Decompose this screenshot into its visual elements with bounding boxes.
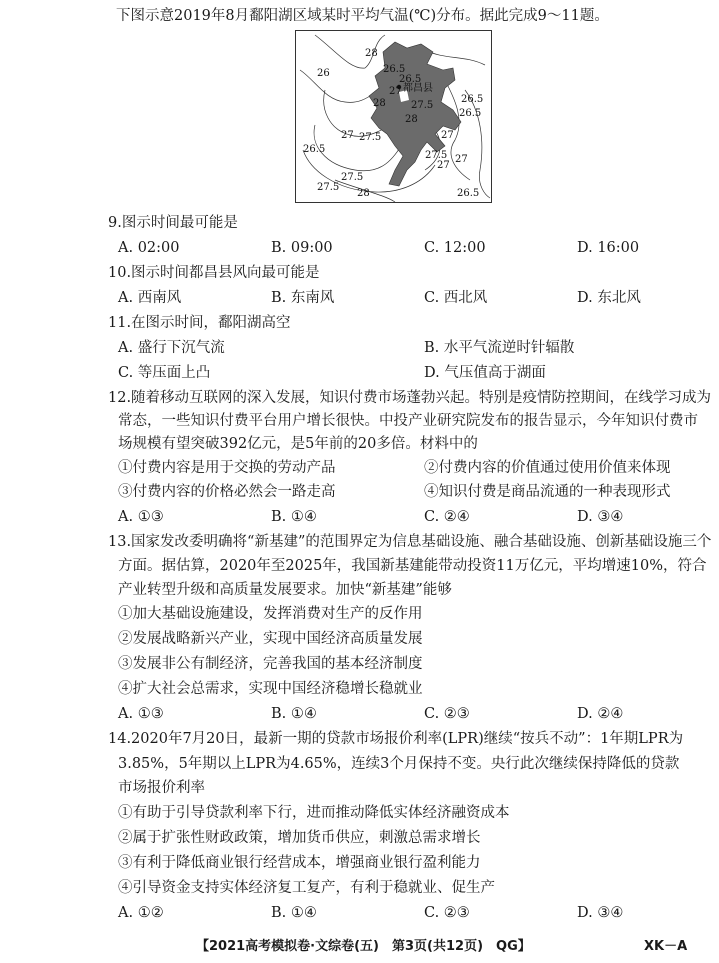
q11-stem: 11.在图示时间，鄱阳湖高空 [108,315,291,331]
q12-item-1: ①付费内容是用于交换的劳动产品 [118,460,336,476]
q13-option-c[interactable]: C. ②③ [424,706,470,722]
q10-option-d[interactable]: D. 东北风 [577,290,641,306]
q13-item-2: ②发展战略新兴产业，实现中国经济高质量发展 [118,631,423,647]
q13-stem-line-3: 产业转型升级和高质量发展要求。加快“新基建”能够 [118,582,452,598]
map-label: 27.5 [359,132,382,143]
q9-option-d[interactable]: D. 16:00 [577,240,640,256]
q12-option-d[interactable]: D. ③④ [577,509,624,525]
q12-stem-line-1: 12.随着移动互联网的深入发展，知识付费市场蓬勃兴起。特别是疫情防控期间，在线学习成为 [108,390,712,406]
map-label: 27 [455,154,468,165]
q12-item-4: ④知识付费是商品流通的一种表现形式 [424,484,671,500]
q14-stem-line-1: 14.2020年7月20日，最新一期的贷款市场报价利率(LPR)继续“按兵不动”：1年期LPR为 [108,731,684,747]
map-label: 26.5 [457,188,480,199]
map-label: 26.5 [399,74,422,85]
q9-option-b[interactable]: B. 09:00 [271,240,333,256]
map-label: 27 [341,130,354,141]
q14-option-c[interactable]: C. ②③ [424,905,470,921]
q14-option-b[interactable]: B. ①④ [271,905,317,921]
q11-option-d[interactable]: D. 气压值高于湖面 [424,365,546,381]
q9-option-c[interactable]: C. 12:00 [424,240,486,256]
intro-text: 下图示意2019年8月鄱阳湖区域某时平均气温(℃)分布。据此完成9～11题。 [116,8,609,24]
q11-option-c[interactable]: C. 等压面上凸 [118,365,211,381]
q10-option-a[interactable]: A. 西南风 [118,290,182,306]
map-label: 26.5 [461,94,484,105]
q12-item-3: ③付费内容的价格必然会一路走高 [118,484,336,500]
q13-stem-line-1: 13.国家发改委明确将“新基建”的范围界定为信息基础设施、融合基础设施、创新基础设施三个 [108,534,712,550]
q14-item-2: ②属于扩张性财政政策，增加货币供应，刺激总需求增长 [118,830,481,846]
q14-option-d[interactable]: D. ③④ [577,905,624,921]
q9-stem: 9.图示时间最可能是 [108,215,238,231]
map-label: 27.5 [411,100,434,111]
map-label: 28 [357,188,370,199]
q13-item-1: ①加大基础设施建设，发挥消费对生产的反作用 [118,606,423,622]
footer-page-info: 【2021高考模拟卷·文综卷(五) 第3页(共12页) QG】 [196,939,531,954]
temperature-map [295,30,492,203]
q10-option-c[interactable]: C. 西北风 [424,290,488,306]
q14-item-3: ③有利于降低商业银行经营成本，增强商业银行盈利能力 [118,855,481,871]
q13-option-b[interactable]: B. ①④ [271,706,317,722]
q12-stem-line-2: 常态，一些知识付费平台用户增长很快。中投产业研究院发布的报告显示，今年知识付费市 [118,413,698,429]
q12-option-c[interactable]: C. ②④ [424,509,470,525]
q10-option-b[interactable]: B. 东南风 [271,290,335,306]
map-label: 27 [437,160,450,171]
q14-stem-line-2: 3.85%，5年期以上LPR为4.65%，连续3个月保持不变。央行此次继续保持降低的贷款 [118,756,680,772]
q14-item-1: ①有助于引导贷款利率下行，进而推动降低实体经济融资成本 [118,805,510,821]
map-label: 26 [317,68,330,79]
map-label: 28 [373,98,386,109]
map-label: 27 [389,86,402,97]
q13-option-a[interactable]: A. ①③ [118,706,164,722]
q13-stem-line-2: 方面。据估算，2020年至2025年，我国新基建能带动投资11万亿元，平均增速10%，符合 [118,558,707,574]
footer-code: XK－A [644,939,688,954]
map-label: 27.5 [425,150,448,161]
q10-stem: 10.图示时间都昌县风向最可能是 [108,265,320,281]
q11-option-a[interactable]: A. 盛行下沉气流 [118,340,225,356]
q14-option-a[interactable]: A. ①② [118,905,164,921]
q12-option-a[interactable]: A. ①③ [118,509,164,525]
q13-item-4: ④扩大社会总需求，实现中国经济稳增长稳就业 [118,681,423,697]
map-label: 26.5 [459,108,482,119]
q13-item-3: ③发展非公有制经济，完善我国的基本经济制度 [118,656,423,672]
map-label: 27.5 [341,172,364,183]
map-label: 27.5 [317,182,340,193]
county-label: 都昌县 [403,83,433,94]
q11-option-b[interactable]: B. 水平气流逆时针辐散 [424,340,575,356]
map-label: 26.5 [383,64,406,75]
q12-option-b[interactable]: B. ①④ [271,509,317,525]
q9-option-a[interactable]: A. 02:00 [118,240,180,256]
map-label: 26.5 [303,144,326,155]
q13-option-d[interactable]: D. ②④ [577,706,624,722]
q14-stem-line-3: 市场报价利率 [118,780,205,796]
q12-stem-line-3: 场规模有望突破392亿元，是5年前的20多倍。材料中的 [118,436,478,452]
map-label: 27 [441,130,454,141]
map-label: 28 [365,48,378,59]
map-label: 28 [405,114,418,125]
q12-item-2: ②付费内容的价值通过使用价值来体现 [424,460,671,476]
q14-item-4: ④引导资金支持实体经济复工复产，有利于稳就业、促生产 [118,880,495,896]
